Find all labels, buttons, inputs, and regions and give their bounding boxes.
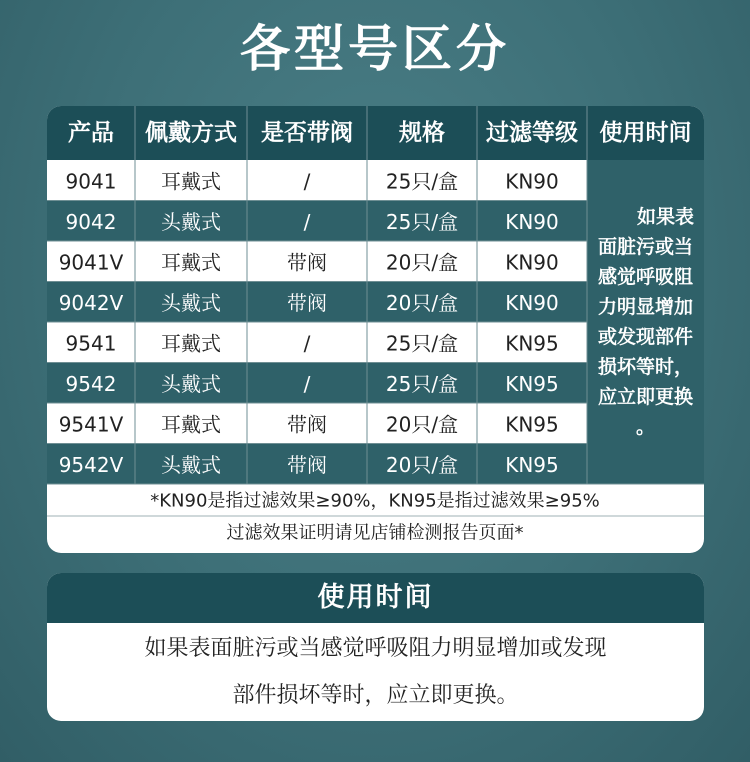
table-cell: 带阀 <box>287 290 327 315</box>
table-cell: KN90 <box>505 209 559 234</box>
table-cell: KN90 <box>505 250 559 275</box>
table-cell: 头戴式 <box>161 452 221 477</box>
table-cell: 20只/盒 <box>385 452 459 477</box>
table-cell: 20只/盒 <box>385 250 459 275</box>
footnote-test-report: 过滤效果证明请见店铺检测报告页面* <box>226 522 524 544</box>
table-header-cell: 是否带阀 <box>261 120 353 146</box>
table-cell: / <box>303 169 311 194</box>
usage-time-cell-line: 或发现部件 <box>597 326 694 348</box>
usage-text <box>47 623 704 719</box>
table-cell: 25只/盒 <box>385 331 459 356</box>
table-cell: 9041V <box>58 250 124 275</box>
usage-card <box>47 573 704 721</box>
usage-time-cell-line: 面脏污或当 <box>597 236 694 258</box>
usage-time-cell-line: 。 <box>635 416 656 438</box>
table-cell: 9042 <box>65 209 117 234</box>
table-cell: / <box>303 371 311 396</box>
table-cell: 耳戴式 <box>161 412 221 437</box>
table-cell: 25只/盒 <box>385 169 459 194</box>
table-cell: 头戴式 <box>161 371 221 396</box>
table-cell: 带阀 <box>287 412 327 437</box>
table-cell: 25只/盒 <box>385 371 459 396</box>
table-cell: KN95 <box>505 331 559 356</box>
usage-heading: 使用时间 <box>47 573 704 623</box>
table-cell: KN95 <box>505 371 559 396</box>
table-cell: / <box>303 209 311 234</box>
table-cell: KN90 <box>505 290 559 315</box>
table-cell: 耳戴式 <box>161 169 221 194</box>
usage-text-line-1: 如果表面脏污或当感觉呼吸阻力明显增加或发现 <box>144 636 607 661</box>
table-cell: KN90 <box>505 169 559 194</box>
table-cell: KN95 <box>505 412 559 437</box>
usage-text-line-2: 部件损坏等时，应立即更换。 <box>232 683 519 708</box>
table-cell: 20只/盒 <box>385 290 459 315</box>
table-cell: 头戴式 <box>161 290 221 315</box>
table-cell: 带阀 <box>287 452 327 477</box>
table-cell: 耳戴式 <box>161 331 221 356</box>
table-header-cell: 使用时间 <box>599 120 692 146</box>
table-cell: 带阀 <box>287 250 327 275</box>
usage-time-cell-line: 如果表 <box>636 206 694 228</box>
table-cell: 9542V <box>58 452 124 477</box>
table-cell: 20只/盒 <box>385 412 459 437</box>
usage-time-cell-line: 感觉呼吸阻 <box>597 266 694 288</box>
table-cell: 耳戴式 <box>161 250 221 275</box>
table-header-cell: 过滤等级 <box>486 120 578 146</box>
model-table <box>47 106 704 553</box>
table-header-cell: 产品 <box>68 120 114 146</box>
table-cell: KN95 <box>505 452 559 477</box>
table-cell: 9541V <box>58 412 124 437</box>
usage-time-cell-line: 力明显增加 <box>597 296 694 318</box>
table-cell: 9042V <box>58 290 124 315</box>
table-cell: 头戴式 <box>161 209 221 234</box>
model-table-graphic <box>47 106 704 553</box>
table-header-cell: 佩戴方式 <box>145 120 237 146</box>
page-title: 各型号区分 <box>240 20 510 78</box>
table-cell: / <box>303 331 311 356</box>
table-cell: 9542 <box>65 371 117 396</box>
table-cell: 25只/盒 <box>385 209 459 234</box>
footnote-filter-level: *KN90是指过滤效果≥90%，KN95是指过滤效果≥95% <box>150 490 600 512</box>
table-header-cell: 规格 <box>399 120 445 146</box>
table-cell: 9541 <box>65 331 117 356</box>
usage-time-cell-line: 应立即更换 <box>597 386 694 408</box>
usage-time-cell-line: 损坏等时， <box>597 356 694 378</box>
table-cell: 9041 <box>65 169 117 194</box>
